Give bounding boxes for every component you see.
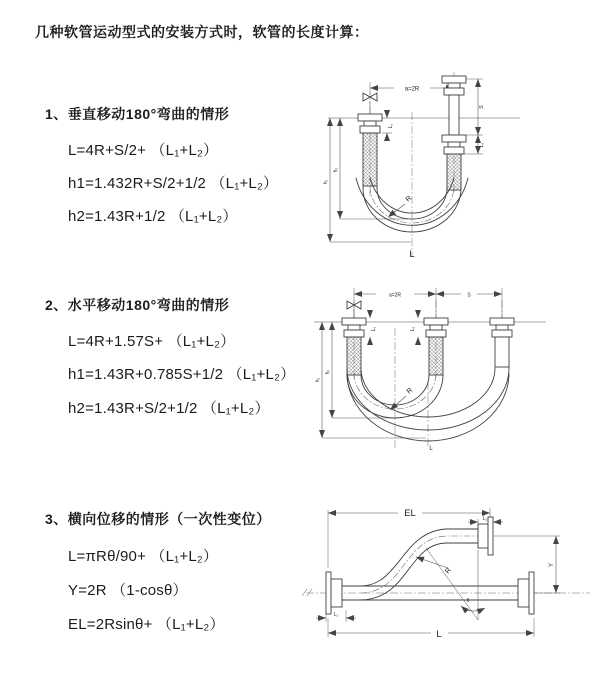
section-3-heading: 3、横向位移的情形（一次性变位） — [45, 511, 271, 527]
section-3-formula-EL: EL=2Rsinθ+ （L₁+L₂） — [68, 616, 225, 633]
braid-section — [347, 337, 361, 375]
dim-label-h1: h₁ — [323, 179, 329, 185]
dim-label-l: L — [436, 629, 442, 640]
angle-construction — [426, 548, 485, 620]
dimension-a2r — [370, 78, 454, 94]
dim-label-l-total: L — [409, 249, 415, 260]
section-1-heading: 1、垂直移动180°弯曲的情形 — [45, 106, 230, 122]
section-2-formula-h2: h2=1.43R+S/2+1/2 （L₁+L₂） — [68, 400, 270, 417]
left-connector — [342, 318, 366, 375]
braid-section — [447, 154, 461, 190]
dim-label-h2: h₂ — [325, 369, 331, 375]
right-lower-flange — [518, 572, 534, 614]
dim-label-a2r: a=2R — [404, 86, 420, 93]
dim-label-l-total: L — [429, 446, 433, 452]
page-title: 几种软管运动型式的安装方式时，软管的长度计算： — [35, 24, 369, 40]
dim-label-a2r: a=2R — [388, 292, 402, 299]
section-2-formula-L: L=4R+1.57S+ （L₁+L₂） — [68, 333, 236, 350]
dim-label-s: S — [479, 105, 485, 109]
dim-label-h1: h₁ — [315, 377, 321, 383]
dim-label-l2: L₂ — [479, 142, 485, 148]
dim-label-r: R — [404, 194, 414, 204]
curved-hose-displaced-position — [360, 529, 478, 600]
middle-connector — [424, 318, 448, 375]
dim-label-s: S — [467, 292, 471, 299]
right-connector — [442, 76, 466, 190]
dim-label-l1: L₁ — [388, 123, 394, 129]
braid-section — [429, 337, 443, 375]
centerline-break-mark — [302, 589, 312, 596]
dim-label-r: R — [444, 566, 453, 576]
left-connector — [358, 114, 382, 186]
left-flange — [326, 572, 342, 614]
dim-label-h2: h₂ — [333, 167, 339, 173]
dim-label-el: EL — [404, 508, 416, 519]
centerlines — [370, 72, 454, 256]
dimension-l-total — [328, 618, 534, 640]
dimension-el — [328, 508, 490, 568]
dimension-l1 — [370, 312, 377, 343]
dim-label-l2: L₂ — [410, 326, 416, 332]
dimension-s — [436, 293, 502, 299]
dimension-l2 — [478, 135, 485, 154]
dim-label-theta: θ — [466, 598, 470, 604]
diagram-lateral-displacement — [298, 498, 598, 660]
dimension-a2r — [354, 288, 502, 318]
dimension-l2 — [468, 516, 503, 524]
section-3-formula-L: L=πRθ/90+ （L₁+L₂） — [68, 548, 219, 565]
section-3-formula-Y: Y=2R （1-cosθ） — [68, 582, 188, 599]
dimension-l2 — [410, 312, 418, 343]
section-1-formula-h2: h2=1.43R+1/2 （L₁+L₂） — [68, 208, 238, 225]
dim-label-r: R — [405, 386, 415, 396]
dim-label-y: Y — [549, 562, 555, 568]
dimension-l1 — [382, 110, 394, 141]
centerline — [302, 589, 590, 596]
diagram-vertical-180-bend — [308, 68, 598, 260]
dim-label-l1: L₁ — [371, 326, 377, 332]
right-connector-shifted — [490, 318, 514, 367]
dim-label-l1: L₁ — [333, 612, 339, 618]
dimension-l1 — [316, 610, 356, 622]
dim-label-l2: L₂ — [482, 516, 488, 522]
section-1-formula-h1: h1=1.432R+S/2+1/2 （L₁+L₂） — [68, 175, 279, 192]
diagram-horizontal-180-bend — [306, 278, 596, 454]
section-1-formula-L: L=4R+S/2+ （L₁+L₂） — [68, 142, 219, 159]
section-2-formula-h1: h1=1.43R+0.785S+1/2 （L₁+L₂） — [68, 366, 296, 383]
upper-right-flange — [478, 517, 493, 555]
section-2-heading: 2、水平移动180°弯曲的情形 — [45, 297, 230, 313]
